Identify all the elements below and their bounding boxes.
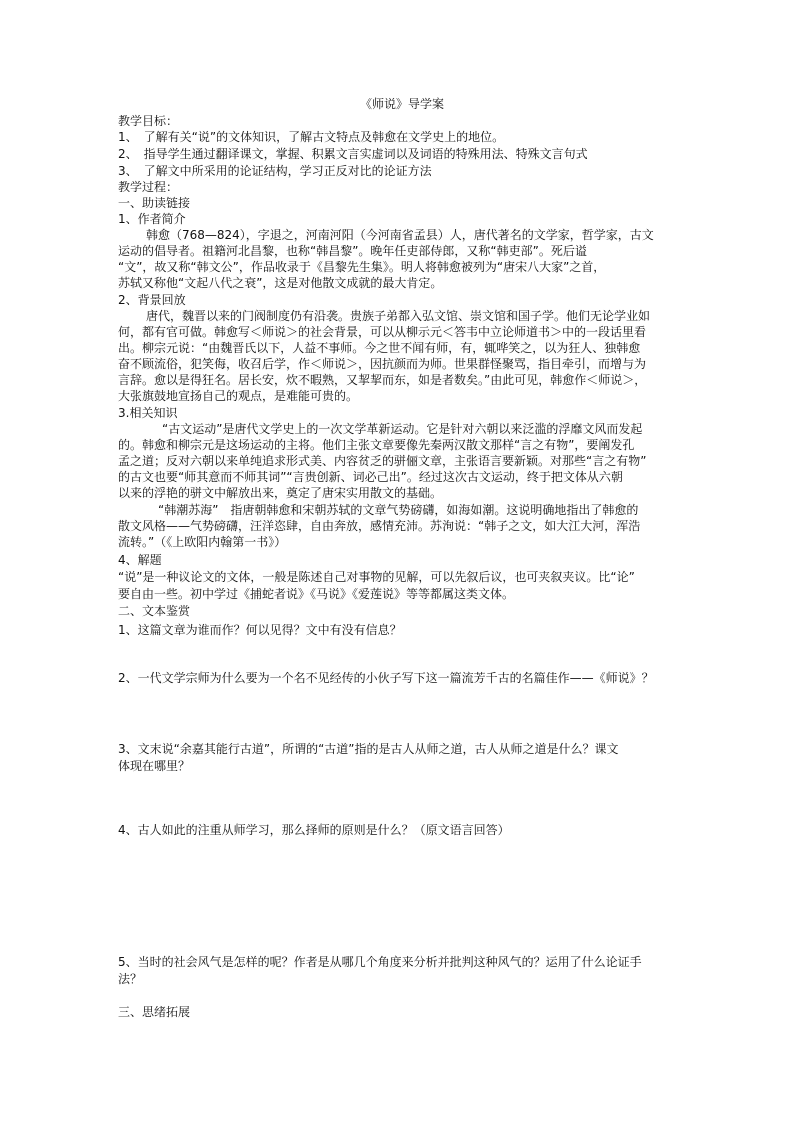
paragraph-line: “韩潮苏海” 指唐朝韩愈和宋朝苏轼的文章气势磅礴，如海如潮。这说明确地指出了韩愈的 — [158, 503, 639, 517]
question-1: 1、这篇文章为谁而作？何以见得？文中有没有信息？ — [118, 623, 402, 637]
question-4: 4、古人如此的注重从师学习，那么择师的原则是什么？（原文语言回答） — [118, 823, 510, 837]
paragraph-line: 奋不顾流俗，犯笑侮，收召后学，作＜师说＞，因抗颜而为师。世果群怪聚骂，指目牵引，而增与为 — [118, 357, 647, 371]
paragraph-line: 要自由一些。初中学过《捕蛇者说》《马说》《爱莲说》等等都属这类文体。 — [118, 587, 515, 601]
section-heading: 三、思绪拓展 — [118, 1005, 191, 1019]
paragraph-line: 唐代，魏晋以来的门阀制度仍有沿袭。贵族子弟都入弘文馆、崇文馆和国子学。他们无论学业如 — [146, 309, 651, 323]
paragraph-line: 的。韩愈和柳宗元是这场运动的主将。他们主张文章要像先秦两汉散文那样“言之有物”，要阐发孔 — [118, 438, 635, 452]
question-5: 5、当时的社会风气是怎样的呢？作者是从哪几个角度来分析并批判这种风气的？运用了什么论证手 — [118, 955, 642, 969]
subsection-heading: 4、解题 — [118, 553, 162, 567]
paragraph-line: “文”，故又称“韩文公”，作品收录于《昌黎先生集》。明人将韩愈被列为“唐宋八大家”之首， — [118, 260, 606, 274]
doc-title: 《师说》导学案 — [359, 97, 444, 111]
paragraph-line: 出。柳宗元说：“由魏晋氏以下，人益不事师。今之世不闻有师，有，辄哗笑之，以为狂人、独韩愈 — [118, 341, 641, 355]
subsection-heading: 3.相关知识 — [118, 406, 178, 420]
objective-2: 2、 指导学生通过翻译课文，掌握、积累文言实虚词以及词语的特殊用法、特殊文言句式 — [118, 147, 588, 161]
paragraph-line: 言辞。愈以是得狂名。居长安，炊不暇熟，又挈挈而东，如是者数矣。”由此可见，韩愈作＜师说＞， — [118, 373, 647, 387]
objective-1: 1、 了解有关“说”的文体知识，了解古文特点及韩愈在文学史上的地位。 — [118, 130, 505, 144]
objective-3: 3、 了解文中所采用的论证结构，学习正反对比的论证方法 — [118, 164, 432, 178]
paragraph-line: 何，都有官可做。韩愈写＜师说＞的社会背景，可以从柳示元＜答韦中立论师道书＞中的一段话里看 — [118, 325, 647, 339]
question-5-cont: 法？ — [118, 972, 143, 986]
section-heading: 教学过程： — [118, 180, 179, 194]
section-heading: 二、文本鉴赏 — [118, 604, 191, 618]
paragraph-line: 流转。”（《上欧阳内翰第一书》） — [118, 535, 287, 549]
subsection-heading: 1、作者简介 — [118, 212, 186, 226]
paragraph-line: 的古文也要“师其意而不师其词”“言贵创新、词必己出”。经过这次古文运动，终于把文体从六朝 — [118, 470, 623, 484]
question-2: 2、一代文学宗师为什么要为一个名不见经传的小伙子写下这一篇流芳千古的名篇佳作——《师说》？ — [118, 671, 654, 685]
paragraph-line: 散文风格——气势磅礴，汪洋恣肆，自由奔放，感情充沛。苏洵说：“韩子之文，如大江大河，浑浩 — [118, 519, 641, 533]
question-3: 3、文末说“余嘉其能行古道”，所谓的“古道”指的是古人从师之道，古人从师之道是什么？课文 — [118, 742, 619, 756]
paragraph-line: 运动的倡导者。祖籍河北昌黎，也称“韩昌黎”。晚年任吏部侍郎，又称“韩吏部”。死后谥 — [118, 244, 587, 258]
section-heading: 一、助读链接 — [118, 196, 191, 210]
question-3-cont: 体现在哪里？ — [118, 759, 191, 773]
paragraph-line: 韩愈（768—824），字退之，河南河阳（今河南省孟县）人，唐代著名的文学家，哲学家，古文 — [146, 228, 654, 242]
paragraph-line: “古文运动”是唐代文学史上的一次文学革新运动。它是针对六朝以来泛滥的浮靡文风而发起 — [162, 422, 643, 436]
paragraph-line: 苏轼又称他“文起八代之衰”，这是对他散文成就的最大肯定。 — [118, 276, 443, 290]
paragraph-line: “说”是一种议论文的文体，一般是陈述自己对事物的见解，可以先叙后议，也可夹叙夹议。比“论” — [118, 570, 635, 584]
subsection-heading: 2、背景回放 — [118, 293, 186, 307]
paragraph-line: 孟之道；反对六朝以来单纯追求形式美、内容贫乏的骈俪文章，主张语言要新颖。对那些“言之有物” — [118, 454, 647, 468]
paragraph-line: 以来的浮艳的骈文中解放出来，奠定了唐宋实用散文的基础。 — [118, 486, 443, 500]
paragraph-line: 大张旗鼓地宣扬自己的观点，是难能可贵的。 — [118, 389, 359, 403]
section-heading: 教学目标： — [118, 114, 179, 128]
